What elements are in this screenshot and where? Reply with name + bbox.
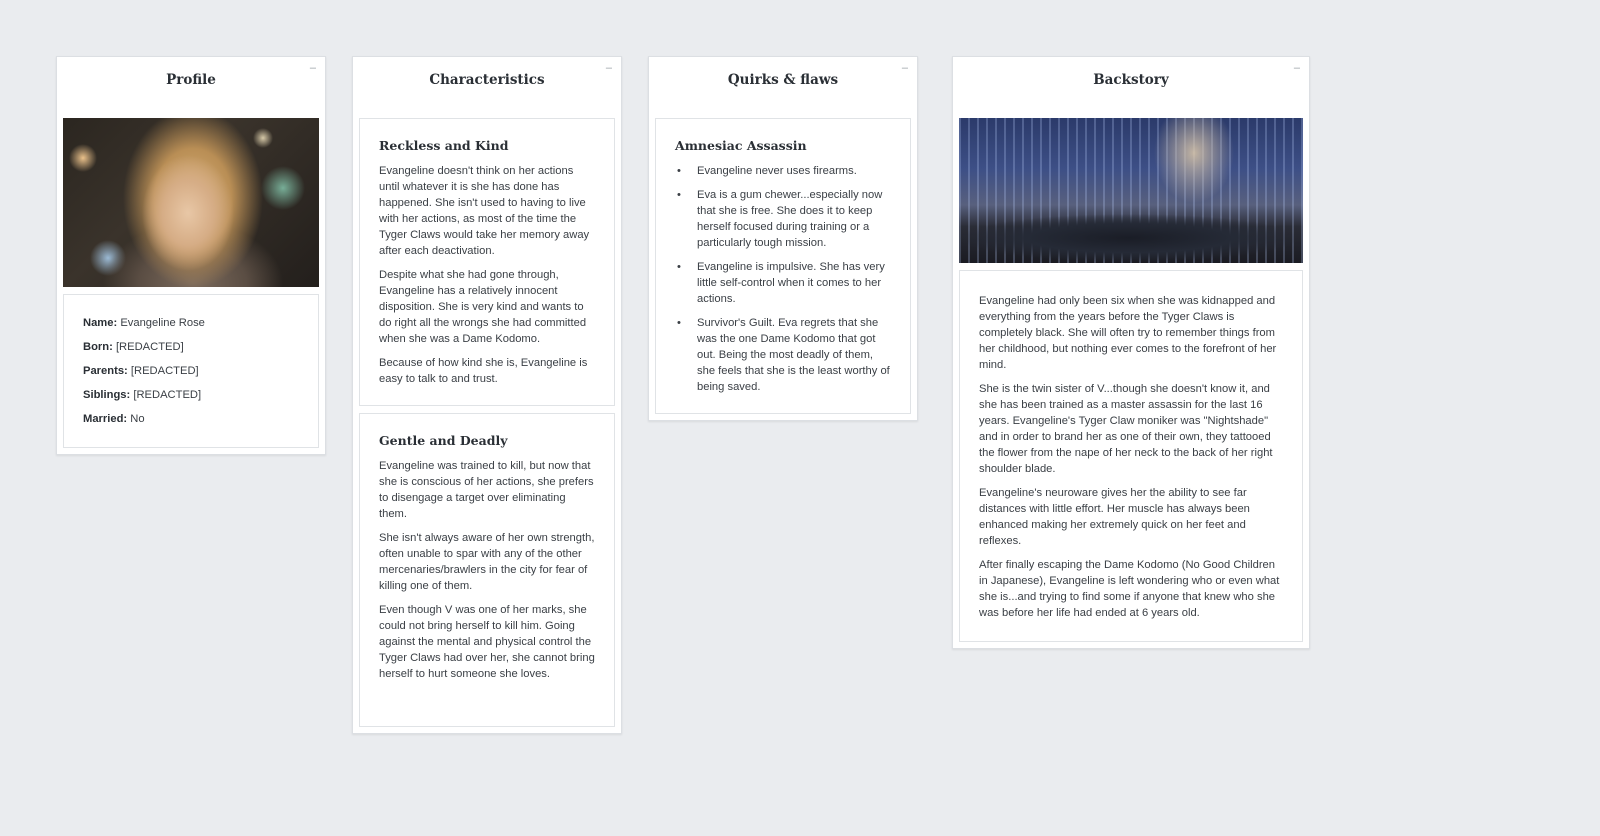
characteristic-card: [359, 118, 615, 406]
backstory-image: [959, 118, 1303, 263]
characteristics-panel: [352, 56, 622, 734]
list-item: • Evangeline never uses firearms.: [675, 163, 891, 179]
field-name-value: Evangeline Rose: [120, 317, 205, 329]
profile-panel: [56, 56, 326, 455]
backstory-paragraph: Evangeline had only been six when she was kidnapped and everything from the years before the Tyger Claws is completely black. She will often try to remember things from her childhood, but nothing ever comes to the forefront of her mind.: [979, 295, 1277, 371]
field-born-value: [REDACTED]: [115, 341, 184, 353]
backstory-collapse-button[interactable]: –: [1293, 62, 1300, 74]
quirks-heading: Amnesiac Assassin: [675, 138, 807, 153]
field-name-label: Name:: [83, 317, 118, 329]
quirks-collapse-button[interactable]: –: [901, 62, 908, 74]
backstory-paragraph: Evangeline's neuroware gives her the ability to see far distances with little effort. Her muscle has always been enhanced making her extremely quick on her feet and reflexes.: [979, 487, 1250, 547]
characteristic-paragraph: Evangeline doesn't think on her actions until whatever it is she has done has happened. She isn't used to having to live with her actions, as most of the time the Tyger Claws would take her memory away after each deactivation.: [379, 165, 590, 257]
list-item: • Eva is a gum chewer...especially now that she is free. She does it to keep herself focused during training or a particularly tough mission.: [675, 187, 891, 251]
characteristic-paragraph: Even though V was one of her marks, she could not bring herself to kill him. Going against the mental and physical control the Tyger Claws had over her, she cannot bring herself to hurt someone she loves.: [379, 604, 595, 680]
characteristic-paragraph: Evangeline was trained to kill, but now that she is conscious of her actions, she prefers to disengage a target over eliminating them.: [379, 460, 594, 520]
characteristic-heading: Reckless and Kind: [379, 138, 509, 153]
characteristic-paragraph: She isn't always aware of her own strength, often unable to spar with any of the other mercenaries/brawlers in the city for fear of killing one of them.: [379, 532, 595, 592]
backstory-title: Backstory: [1093, 72, 1169, 88]
quirks-panel: [648, 56, 918, 421]
field-siblings: [83, 387, 299, 403]
field-parents-label: Parents:: [83, 365, 128, 377]
field-name: [83, 315, 299, 331]
quirks-title: Quirks & flaws: [727, 72, 839, 88]
characteristics-collapse-button[interactable]: –: [605, 62, 612, 74]
list-item: • Survivor's Guilt. Eva regrets that she was the one Dame Kodomo that got out. Being the most deadly of them, she feels that she is the least worthy of being saved.: [675, 315, 891, 395]
quirks-list: [675, 163, 891, 395]
backstory-card: [959, 270, 1303, 642]
profile-fields-card: [63, 294, 319, 448]
backstory-paragraph: After finally escaping the Dame Kodomo (No Good Children in Japanese), Evangeline is left wondering who or even what she is...and trying to find some if anyone that knew who she was before her life had ended at 6 years old.: [979, 559, 1280, 619]
characteristic-card: [359, 413, 615, 727]
field-married-label: Married:: [83, 413, 128, 425]
list-item: • Evangeline is impulsive. She has very little self-control when it comes to her actions.: [675, 259, 891, 307]
field-parents: [83, 363, 299, 379]
field-married: [83, 411, 299, 427]
field-siblings-value: [REDACTED]: [133, 389, 202, 401]
profile-collapse-button[interactable]: –: [309, 62, 316, 74]
city-scene-image: [959, 118, 1303, 263]
field-married-value: No: [130, 413, 145, 425]
characteristic-paragraph: Because of how kind she is, Evangeline is easy to talk to and trust.: [379, 357, 588, 385]
characteristic-paragraph: Despite what she had gone through, Evangeline has a relatively innocent disposition. She is very kind and wants to do right all the wrongs she had committed when she was a Dame Kodomo.: [379, 269, 587, 345]
field-born-label: Born:: [83, 341, 113, 353]
profile-title: Profile: [166, 72, 216, 88]
quirks-card: [655, 118, 911, 414]
backstory-paragraph: She is the twin sister of V...though she doesn't know it, and she has been trained as a master assassin for the last 16 years. Evangeline's Tyger Claw moniker was "Nightshade" and in order to brand her as one of their own, they tattooed the flower from the nape of her neck to the back of her right shoulder blade.: [979, 383, 1273, 475]
field-born: [83, 339, 299, 355]
characteristic-heading: Gentle and Deadly: [379, 433, 508, 448]
profile-portrait: [63, 118, 319, 287]
backstory-panel: [952, 56, 1310, 649]
portrait-image: [63, 118, 319, 287]
field-siblings-label: Siblings:: [83, 389, 131, 401]
characteristics-title: Characteristics: [429, 72, 545, 88]
field-parents-value: [REDACTED]: [130, 365, 199, 377]
